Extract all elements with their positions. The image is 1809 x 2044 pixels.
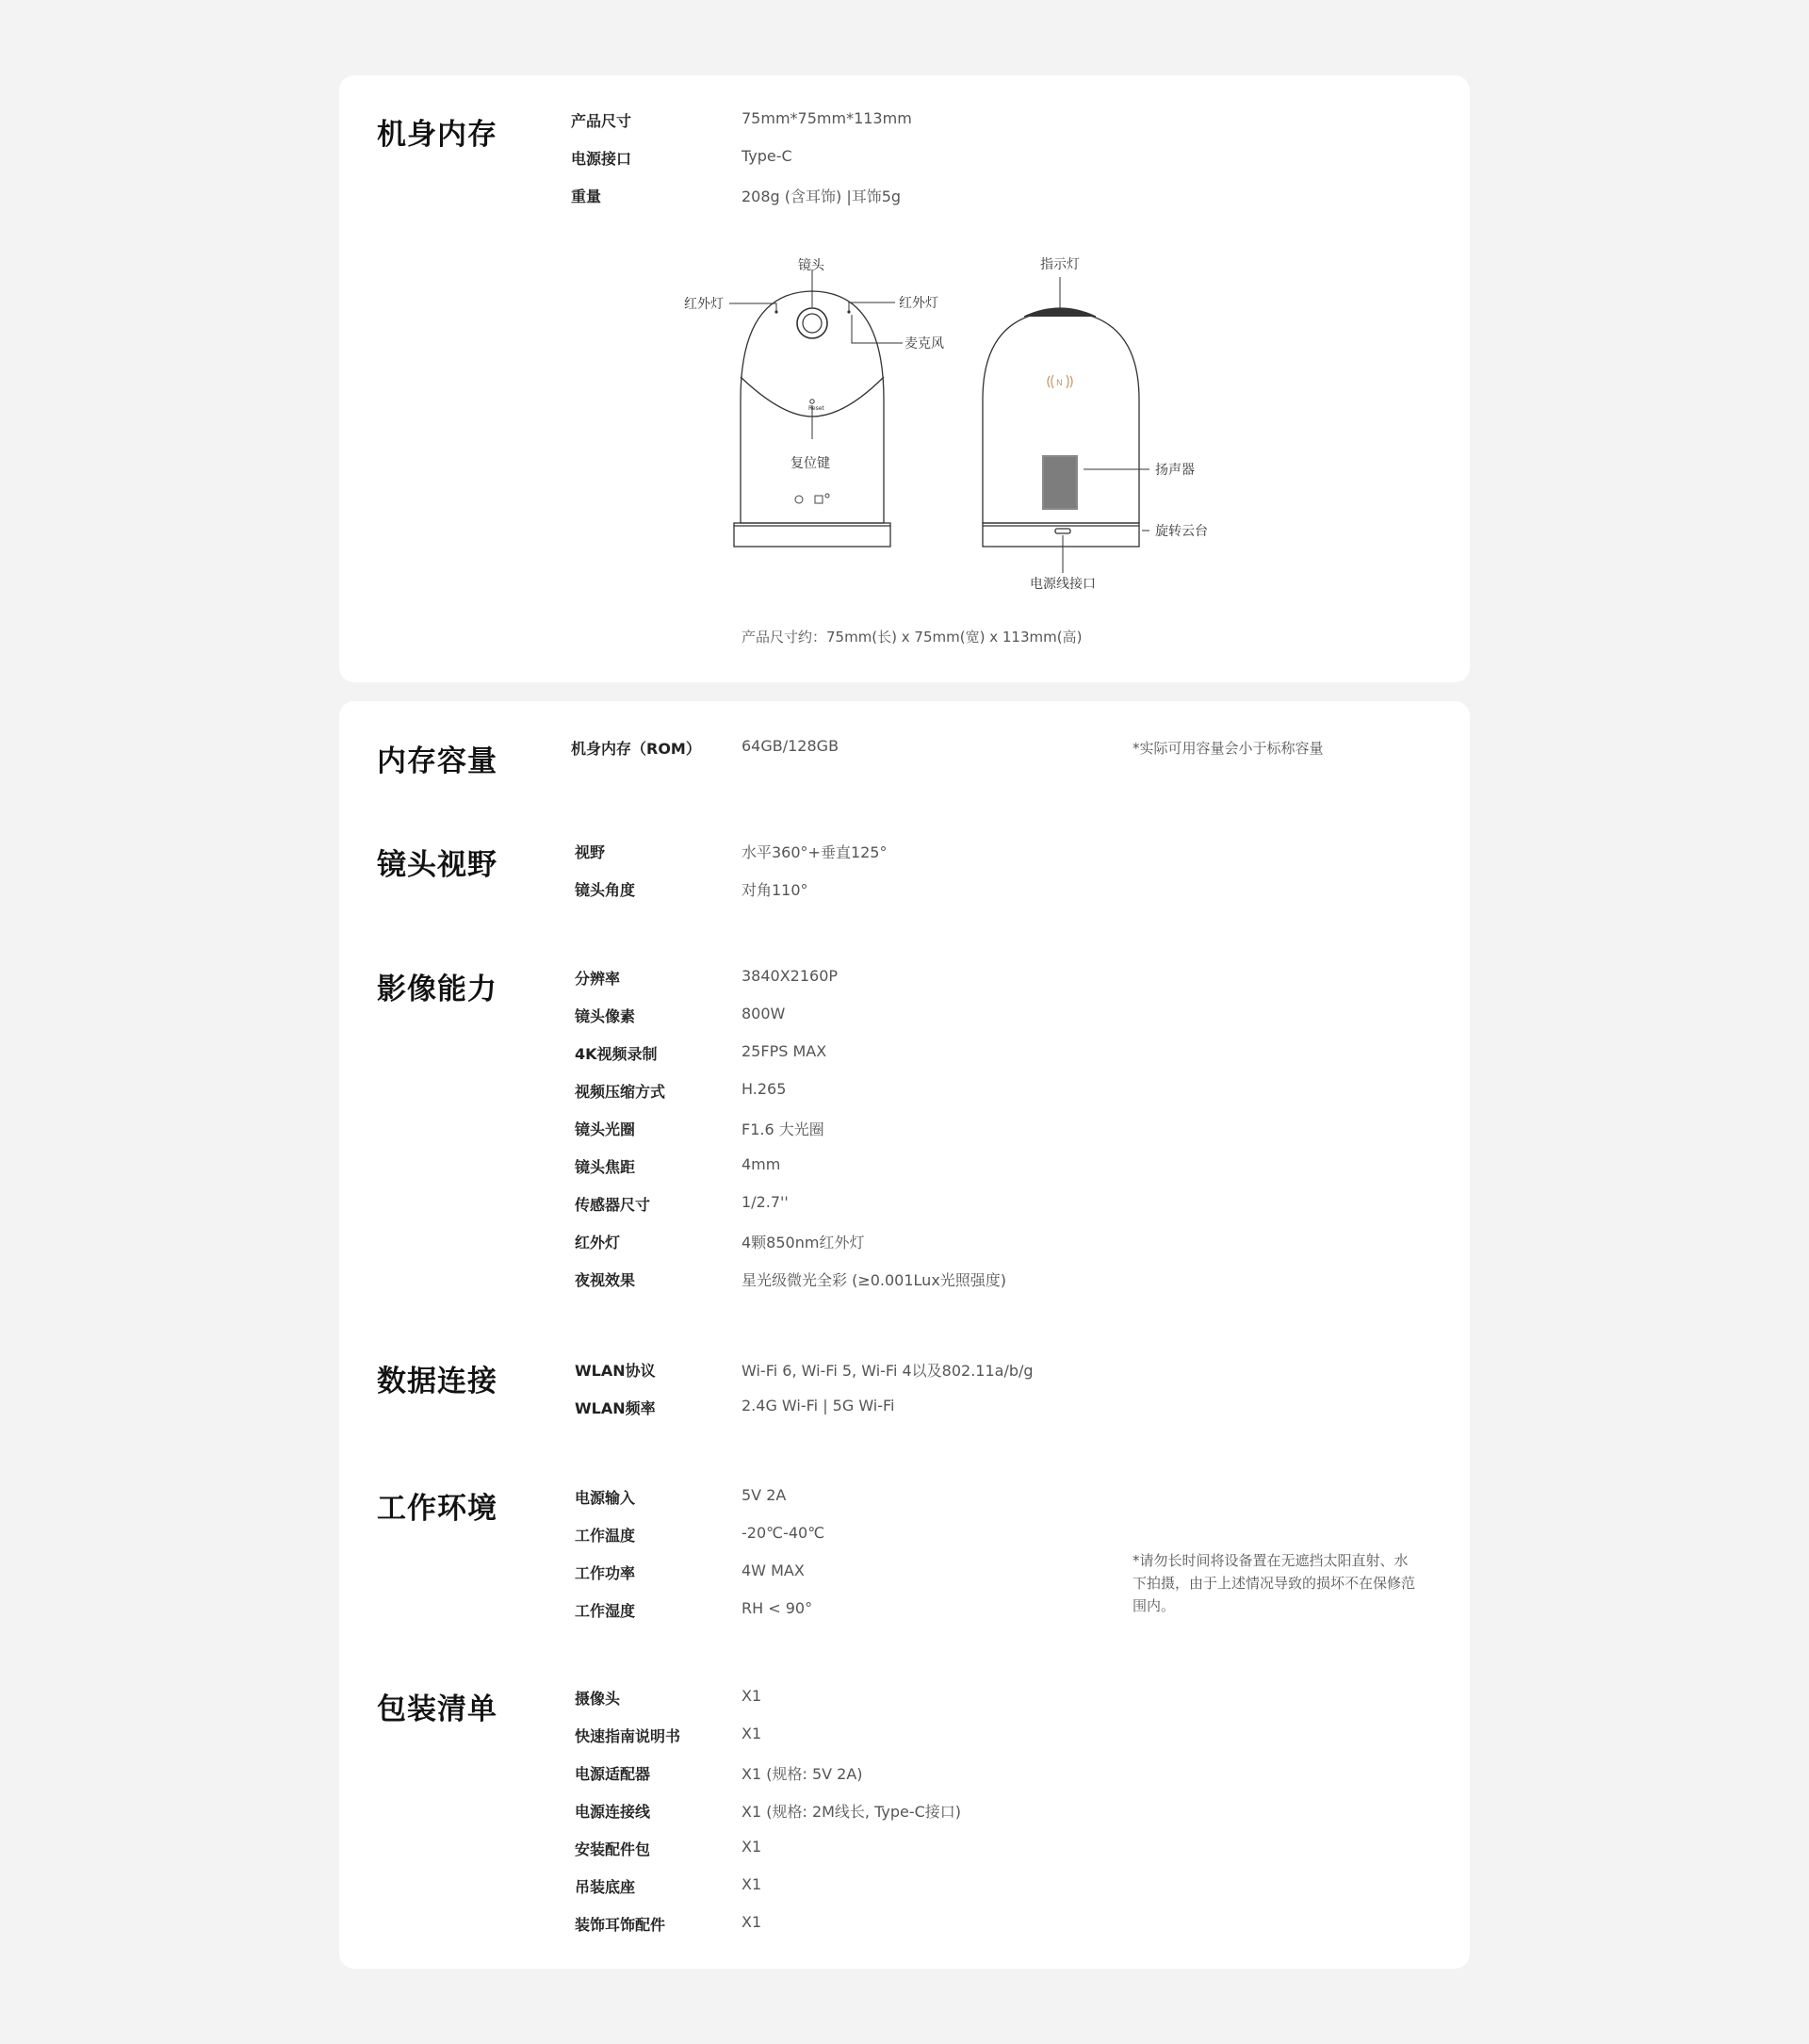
spec-label: 视频压缩方式 bbox=[575, 1083, 666, 1101]
spec-label: 装饰耳饰配件 bbox=[575, 1916, 666, 1934]
label-lens: 镜头 bbox=[798, 258, 824, 273]
section-title-body: 机身内存 bbox=[377, 118, 497, 152]
label-ir-right: 红外灯 bbox=[899, 296, 938, 311]
spec-label: 工作温度 bbox=[575, 1527, 636, 1545]
label-mic: 麦克风 bbox=[904, 336, 944, 352]
spec-label: 分辨率 bbox=[575, 970, 621, 988]
back-view-drawing bbox=[983, 308, 1139, 547]
spec-value: X1 bbox=[742, 1725, 762, 1742]
spec-value: 208g (含耳饰) |耳饰5g bbox=[742, 188, 902, 205]
spec-label: 安装配件包 bbox=[575, 1840, 651, 1858]
spec-value: -20℃-40℃ bbox=[742, 1524, 825, 1542]
spec-label: 机身内存（ROM） bbox=[571, 740, 701, 758]
reset-print: Reset bbox=[808, 405, 824, 412]
spec-value: 水平360°+垂直125° bbox=[742, 843, 888, 861]
spec-value: 1/2.7'' bbox=[742, 1193, 789, 1211]
spec-value: F1.6 大光圈 bbox=[742, 1120, 824, 1138]
spec-value: X1 bbox=[742, 1875, 762, 1893]
spec-value: X1 bbox=[742, 1838, 762, 1856]
label-ir-left: 红外灯 bbox=[684, 297, 724, 312]
leader-mic bbox=[852, 315, 903, 343]
section-title-connectivity: 数据连接 bbox=[377, 1365, 497, 1398]
spec-label: 电源输入 bbox=[575, 1489, 636, 1507]
label-speaker: 扬声器 bbox=[1155, 463, 1195, 478]
spec-value: X1 bbox=[742, 1913, 762, 1931]
spec-value: 4mm bbox=[742, 1155, 781, 1173]
nfc-label: N bbox=[1056, 379, 1063, 388]
spec-label: 电源接口 bbox=[571, 150, 632, 168]
spec-label: 重量 bbox=[571, 188, 602, 205]
leader-ir-left bbox=[729, 303, 776, 311]
spec-label: 工作功率 bbox=[575, 1564, 636, 1582]
spec-label: 吊装底座 bbox=[575, 1878, 636, 1896]
label-indicator: 指示灯 bbox=[1040, 257, 1080, 272]
label-reset: 复位键 bbox=[790, 456, 830, 471]
spec-value: 4W MAX bbox=[742, 1562, 805, 1579]
spec-label: WLAN协议 bbox=[575, 1362, 656, 1380]
label-pan-tilt: 旋转云台 bbox=[1155, 524, 1208, 539]
spec-label: 夜视效果 bbox=[575, 1271, 636, 1289]
spec-value: 4颗850nm红外灯 bbox=[742, 1234, 865, 1251]
spec-card-dimensions bbox=[339, 75, 1470, 682]
spec-value: H.265 bbox=[742, 1080, 787, 1098]
spec-label: 镜头光圈 bbox=[575, 1120, 636, 1138]
environment-warning-note: *请勿长时间将设备置在无遮挡太阳直射、水下拍摄，由于上述情况导致的损坏不在保修范围内。 bbox=[1133, 1552, 1416, 1614]
spec-value: 25FPS MAX bbox=[742, 1042, 827, 1060]
spec-value: 星光级微光全彩 (≥0.001Lux光照强度) bbox=[742, 1271, 1007, 1289]
section-title-lens: 镜头视野 bbox=[377, 848, 497, 882]
spec-value: Type-C bbox=[742, 147, 792, 165]
spec-label: 传感器尺寸 bbox=[575, 1196, 651, 1214]
spec-value: 2.4G Wi-Fi | 5G Wi-Fi bbox=[742, 1397, 895, 1414]
spec-value: X1 bbox=[742, 1687, 762, 1705]
spec-label: WLAN频率 bbox=[575, 1399, 656, 1417]
spec-value: RH < 90° bbox=[742, 1599, 813, 1617]
spec-label: 视野 bbox=[575, 843, 606, 861]
spec-label: 红外灯 bbox=[575, 1234, 621, 1251]
spec-value: 64GB/128GB bbox=[742, 737, 839, 755]
spec-value: Wi-Fi 6, Wi-Fi 5, Wi-Fi 4以及802.11a/b/g bbox=[742, 1362, 1034, 1380]
spec-label: 4K视频录制 bbox=[575, 1045, 658, 1063]
spec-label: 快速指南说明书 bbox=[575, 1727, 681, 1745]
spec-card-details bbox=[339, 701, 1470, 1969]
spec-label: 工作湿度 bbox=[575, 1602, 636, 1620]
brand-logo-icons bbox=[795, 494, 829, 503]
speaker-grille-icon bbox=[1042, 455, 1078, 510]
size-caption: 产品尺寸约：75mm(长) x 75mm(宽) x 113mm(高) bbox=[742, 629, 1083, 646]
spec-value: 3840X2160P bbox=[742, 967, 839, 985]
spec-label: 摄像头 bbox=[575, 1690, 621, 1708]
spec-value: X1 (规格: 5V 2A) bbox=[742, 1765, 863, 1783]
spec-label: 镜头焦距 bbox=[575, 1158, 636, 1176]
product-diagram bbox=[339, 75, 1470, 603]
spec-value: 75mm*75mm*113mm bbox=[742, 109, 912, 127]
label-power-port: 电源线接口 bbox=[1030, 577, 1096, 592]
spec-label: 镜头角度 bbox=[575, 881, 636, 899]
section-title-memory: 内存容量 bbox=[377, 744, 497, 778]
reset-hole-icon bbox=[810, 400, 814, 403]
spec-label: 镜头像素 bbox=[575, 1007, 636, 1025]
spec-value: 800W bbox=[742, 1005, 786, 1022]
capacity-note: *实际可用容量会小于标称容量 bbox=[1133, 740, 1324, 757]
lens-icon bbox=[797, 308, 827, 338]
spec-value: 5V 2A bbox=[742, 1486, 787, 1504]
spec-label: 产品尺寸 bbox=[571, 112, 632, 130]
spec-label: 电源适配器 bbox=[575, 1765, 651, 1783]
section-title-imaging: 影像能力 bbox=[377, 973, 497, 1006]
section-title-environment: 工作环境 bbox=[377, 1492, 497, 1526]
spec-label: 电源连接线 bbox=[575, 1803, 651, 1821]
spec-value: 对角110° bbox=[742, 881, 808, 899]
spec-value: X1 (规格: 2M线长, Type-C接口) bbox=[742, 1803, 962, 1821]
section-title-package: 包装清单 bbox=[377, 1692, 497, 1726]
